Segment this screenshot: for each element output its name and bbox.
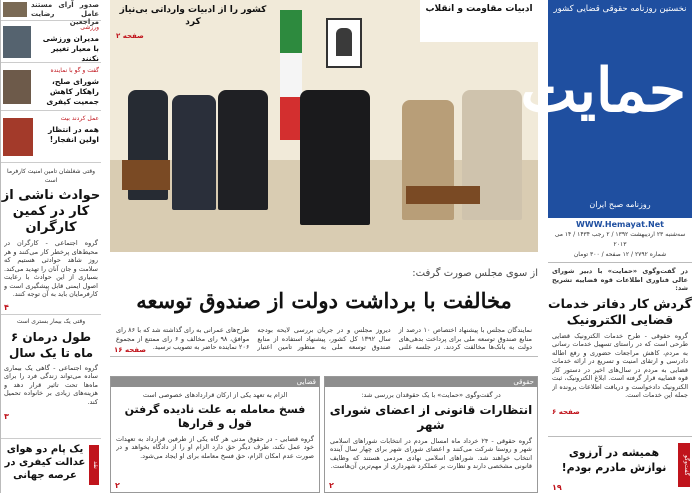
teaser-tag: گفت و گو با نماینده — [50, 67, 99, 74]
story-body: گروه اجتماعی - کارگران در محیط‌های پرخطر کار می‌کنند و هر روز شاهد حوادثی هستیم که سلامت و جان آنان را تهدید می‌کند. بسیاری از این حوادث با رعایت اصول ایمنی قابل پیشگیری است و کارفرمایان باید به آن توجه کنند. — [4, 239, 98, 298]
box-headline: فسخ معامله به علت نادیده گرفتن قول و قرارها — [124, 402, 306, 430]
story-kicker: وقتی یک بیمار بستری است — [16, 318, 86, 325]
teaser-thumbnail — [3, 2, 27, 17]
photo-banner-text — [110, 0, 276, 50]
teaser-thumbnail — [3, 26, 31, 58]
story-headline: گردش کار دفاتر خدمات قضایی الکترونیک — [548, 295, 692, 327]
box-body: گروه قضایی - در حقوق مدنی هر گاه یکی از طرفین قرارداد به تعهدات خود عمل نکند، طرف دیگر حق دارد الزام او را از دادگاه بخواهد و در صورت عدم امکان الزام، حق فسخ معامله برای او ایجاد می‌شود. — [116, 434, 314, 460]
right-story-1[interactable] — [548, 262, 692, 433]
teaser-thumbnail — [3, 118, 33, 156]
story-headline: طول درمان ۶ ماه تا یک سال — [8, 329, 94, 360]
left-story-3[interactable] — [1, 438, 101, 494]
left-story-2[interactable] — [1, 314, 101, 435]
main-body: نمایندگان مجلس با پیشنهاد اختصاص ۱۰ درصد از منابع صندوق توسعه ملی برای پرداخت بدهی‌های دولت به بانک‌ها مخالفت کردند. در جلسه علنی دیروز مجلس و در جریان بررسی لایحه بودجه سال ۱۳۹۲ کل کشور، پیشنهاد استفاده از منابع صندوق توسعه ملی به منظور تامین اعتبار طرح‌های عمرانی به رای گذاشته شد که با ۸۶ رای موافق، ۹۸ رای مخالف و ۶ رای ممتنع از مجموع ۲۰۶ نماینده حاضر به تصویب نرسید. — [116, 326, 532, 351]
story-body: گروه اجتماعی - گاهی یک بیماری ساده می‌تواند زندگی فرد را برای ماه‌ها تحت تاثیر قرار دهد و هزینه‌های زیادی بر خانواده تحمیل کند. — [4, 363, 98, 406]
left-column — [0, 0, 101, 493]
wall-portrait — [326, 18, 362, 68]
lead-photo[interactable] — [110, 0, 538, 252]
story-body: گروه حقوقی - طرح خدمات الکترونیک قضایی طرحی است که در راستای تسهیل خدمات رسانی به مردم، کاهش مراجعات حضوری و رفع اطاله دادرسی و ارتقای امنیت و تسریع در ارائه خدمات قضایی به مردم در سال‌های اخیر در دستور کار قوه قضاییه قرار گرفته است. ابلاغ الکترونیک، ثبت الکترونیک دادخواست و دریافت اطلاعات پرونده از جمله این خدمات است. — [552, 331, 688, 399]
legal-box[interactable] — [324, 376, 538, 493]
main-kicker: از سوی مجلس صورت گرفت: — [412, 268, 538, 279]
left-teaser-1[interactable] — [1, 0, 101, 26]
photo-banner[interactable] — [420, 0, 538, 42]
teaser-tag: ورزشی — [80, 24, 99, 31]
left-teaser-2[interactable] — [1, 22, 101, 63]
page-ref: صفحه ۶ — [552, 407, 580, 416]
box-body: گروه حقوقی - ۲۴ خرداد ماه امسال مردم در انتخابات شوراهای اسلامی شهر و روستا شرکت می‌کنند و اعضای شورای شهر برای چهار سال آینده انتخاب خواهند شد. شوراهای اسلامی نهادی مردمی هستند که وظایف قانونی مشخصی دارند و نظارت بر عملکرد شهرداری از مهم‌ترین آن‌هاست. — [330, 436, 532, 470]
page-ref: ۴ — [4, 303, 9, 312]
date-line: سه‌شنبه ۲۳ اردیبهشت ۱۳۹۲ / ۲ رجب ۱۴۳۴ / ۱۴ می ۲۰۱۳ — [554, 231, 686, 248]
banner-kicker: ادبیات مقاومت و انقلاب — [425, 4, 533, 14]
page-ref: ۲ — [115, 481, 120, 490]
box-headline: انتظارات قانونی از اعضای شورای شهر — [329, 402, 533, 432]
section-tab: گفت‌وگو — [678, 443, 690, 487]
masthead-subtitle: روزنامه صبح ایران — [589, 200, 651, 209]
left-story-1[interactable] — [1, 168, 101, 312]
main-headline: مخالفت با برداشت دولت از صندوق توسعه — [136, 288, 512, 313]
page-ref: ۱۹ — [552, 483, 562, 492]
teaser-text: صدور آرای مستند عامل رضایت مراجعین — [31, 1, 99, 26]
page-ref: صفحه ۲ — [116, 32, 144, 40]
side-table — [406, 186, 480, 204]
story-headline: همیشه در آرزوی نوازش مادرم بودم! — [561, 446, 667, 474]
teaser-tag: عمل کردند بیت — [60, 115, 99, 122]
seated-figure — [218, 90, 268, 210]
masthead-tagline: نخستین روزنامه حقوقی قضایی کشور — [553, 4, 687, 14]
teaser-thumbnail — [3, 70, 31, 104]
right-story-2[interactable] — [548, 436, 692, 494]
side-table — [122, 160, 170, 190]
flag — [280, 10, 302, 140]
masthead-meta — [548, 220, 692, 260]
story-kicker: وقتی شغلشان تامین امنیت کارفرما است — [7, 168, 95, 184]
section-tab: نقد — [89, 445, 99, 485]
page-ref: صفحه ۱۶ — [114, 346, 147, 354]
seated-figure — [172, 95, 216, 210]
teaser-text: همه در انتظار اولین انفجار! — [47, 125, 99, 144]
site-url[interactable]: WWW.Hemayat.Net — [576, 220, 664, 229]
masthead-logo: حمایت — [520, 56, 686, 126]
story-headline: یک پام دو هوای عدالت کیفری در عرصه جهانی — [4, 444, 86, 481]
box-section-label: حقوقی — [325, 377, 537, 387]
box-section-label: قضایی — [111, 377, 319, 387]
seated-figure — [300, 90, 370, 225]
page-ref: ۲ — [329, 481, 334, 490]
issue-line: شماره ۲۷۹۲ / ۱۲ صفحه / ۳۰۰ تومان — [573, 251, 667, 258]
masthead — [520, 0, 692, 218]
teaser-text: شورای صلح، راهکار کاهش جمعیت کیفری — [46, 77, 99, 106]
judicial-box[interactable] — [110, 376, 320, 493]
teaser-text: مدیران ورزشی با معیار تغییر نکنند — [42, 34, 99, 63]
story-headline: حوادث ناشی از کار در کمین کارگران — [1, 188, 101, 235]
box-kicker: در گفت‌وگوی «حمایت» با یک حقوقدان بررسی شد: — [361, 391, 501, 399]
main-story[interactable] — [110, 256, 538, 357]
left-teaser-3[interactable] — [1, 64, 101, 111]
story-kicker: در گفت‌وگوی «حمایت» با دبیر شورای عالی فناوری اطلاعات قوه قضاییه تشریح شد: — [552, 267, 688, 292]
left-teaser-4[interactable] — [1, 112, 101, 163]
box-kicker: الزام به تعهد یکی از ارکان قراردادهای خصوصی است — [142, 391, 288, 399]
page-ref: ۳ — [4, 411, 9, 421]
banner-headline: کشور را از ادبیات وارداتی بی‌نیاز کرد — [119, 5, 267, 27]
